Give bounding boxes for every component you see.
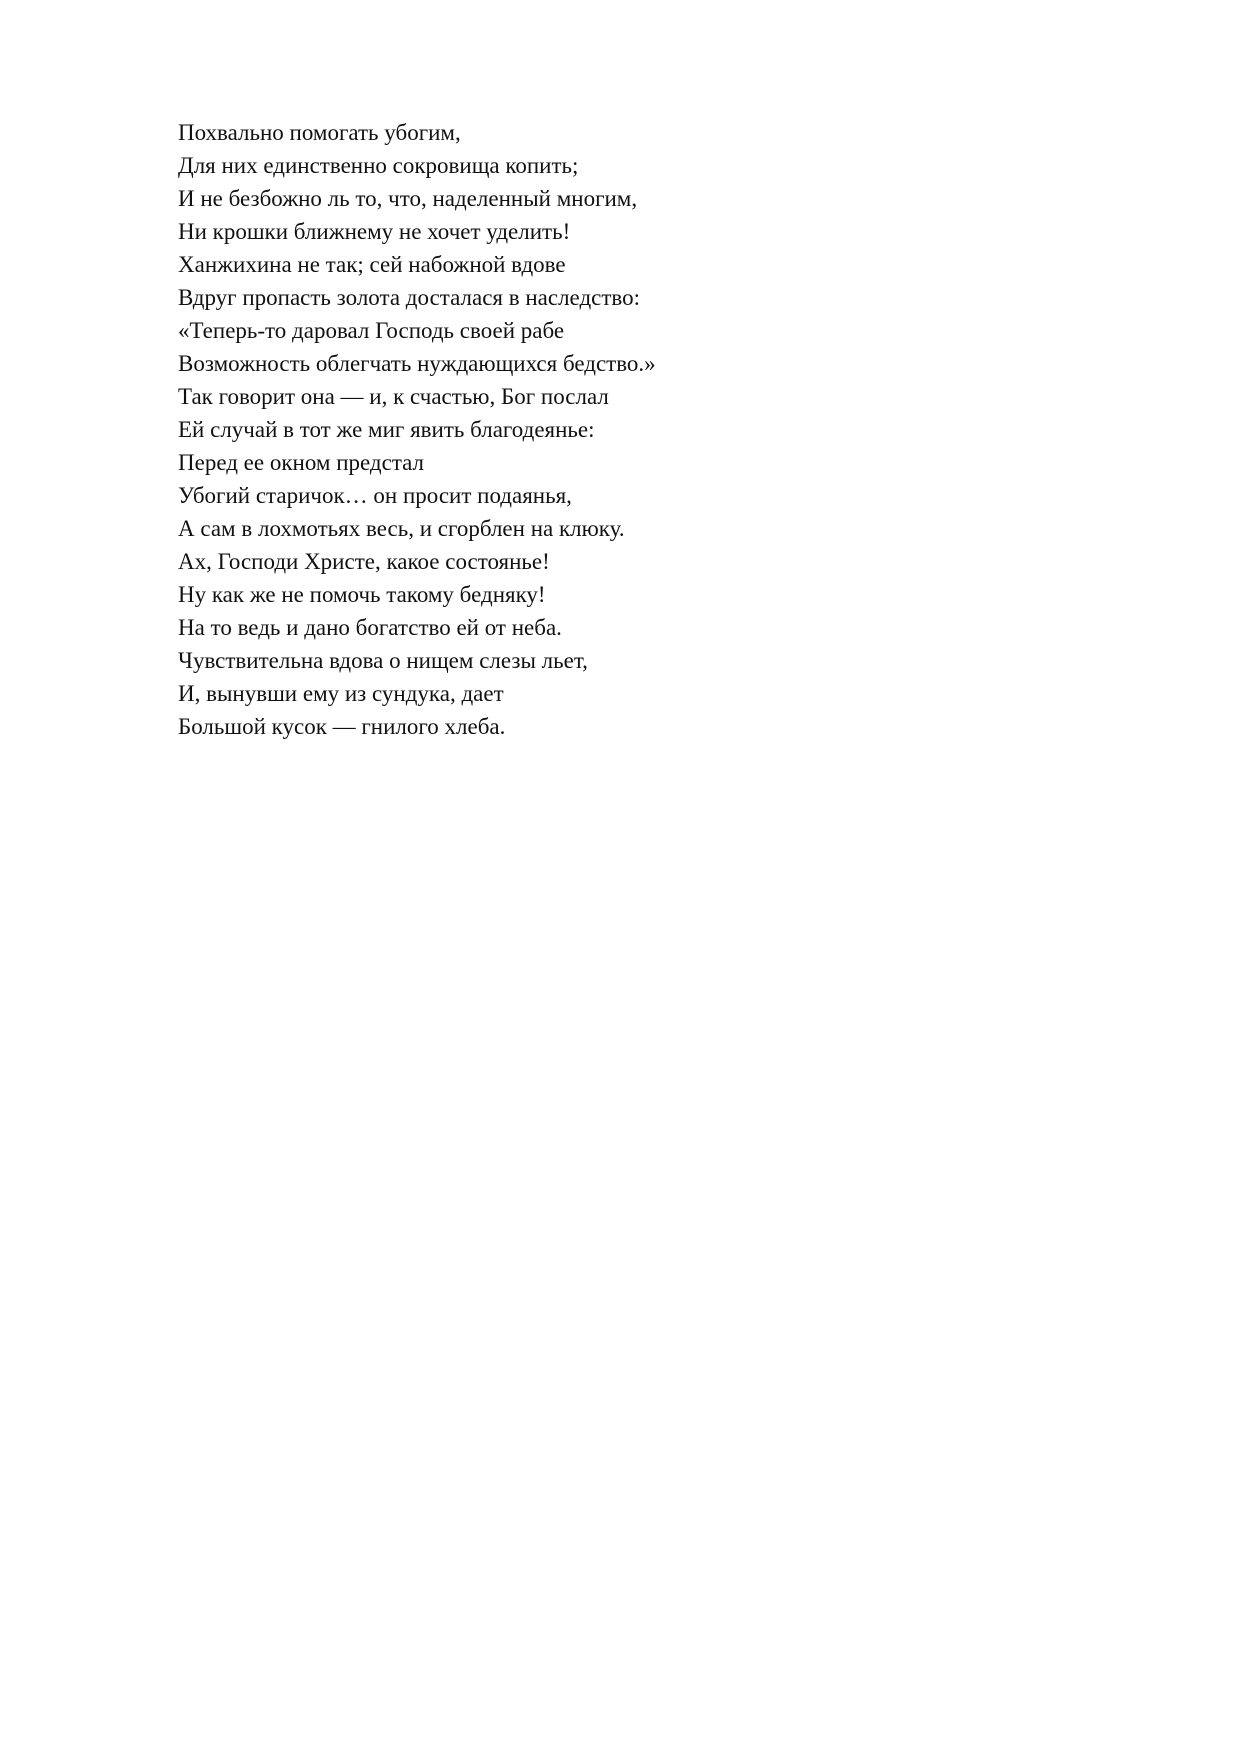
poem-line: Ни крошки ближнему не хочет уделить!	[178, 219, 571, 244]
poem-line: Большой кусок — гнилого хлеба.	[178, 714, 506, 739]
poem-line: Перед ее окном предстал	[178, 450, 425, 475]
poem-line: Вдруг пропасть золота досталася в наследство:	[178, 285, 641, 310]
poem-line: Ханжихина не так; сей набожной вдове	[178, 252, 566, 277]
poem-line: Так говорит она — и, к счастью, Бог послал	[178, 384, 609, 409]
poem-line: Ну как же не помочь такому бедняку!	[178, 582, 546, 607]
poem-line: Похвально помогать убогим,	[178, 120, 461, 145]
poem-line: А сам в лохмотьях весь, и сгорблен на клюку.	[178, 516, 625, 541]
poem-line: Ах, Господи Христе, какое состоянье!	[178, 549, 550, 574]
poem-line: Возможность облегчать нуждающихся бедство.»	[178, 351, 656, 376]
poem-line: Чувствительна вдова о нищем слезы льет,	[178, 648, 588, 673]
poem-line: Убогий старичок… он просит подаянья,	[178, 483, 572, 508]
poem-line: Для них единственно сокровища копить;	[178, 153, 579, 178]
poem-line: И, вынувши ему из сундука, дает	[178, 681, 504, 706]
poem-text	[178, 116, 1078, 743]
poem-line: «Теперь-то даровал Господь своей рабе	[178, 318, 565, 343]
poem-line: И не безбожно ль то, что, наделенный многим,	[178, 186, 638, 211]
poem-line: На то ведь и дано богатство ей от неба.	[178, 615, 562, 640]
poem-line: Ей случай в тот же миг явить благодеянье:	[178, 417, 595, 442]
